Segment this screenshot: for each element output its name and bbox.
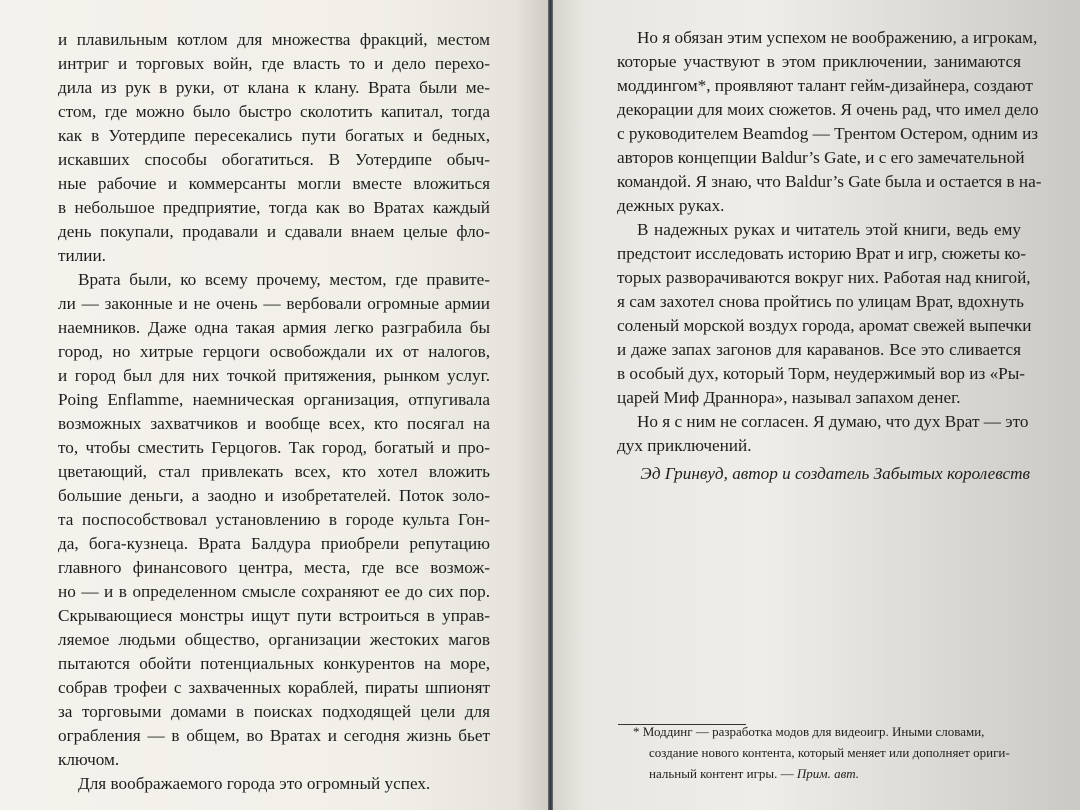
left-text-line: как в Уотердипе пересекались пути богатых и бедных, bbox=[58, 126, 490, 145]
right-text-line: Но я обязан этим успехом не воображению, а игрокам, bbox=[637, 28, 1038, 47]
footnote-line: создание нового контента, который меняет или дополняет ориги- bbox=[649, 745, 1010, 760]
right-page bbox=[553, 0, 1080, 810]
right-text-line: командой. Я знаю, что Baldur’s Gate была и остается в на- bbox=[617, 172, 1042, 191]
right-text-line: в особый дух, который Торм, неудержимый вор из «Ры- bbox=[617, 364, 1025, 383]
right-text-line: авторов концепции Baldur’s Gate, и с его замечательной bbox=[617, 148, 1025, 167]
right-text-line: дух приключений. bbox=[617, 436, 752, 455]
left-text-line: стом, где можно было быстро сколотить капитал, тогда bbox=[58, 102, 490, 121]
left-text-line: то, чтобы сместить Герцогов. Так город, богатый и про- bbox=[58, 438, 490, 457]
right-text-line: с руководителем Beamdog — Трентом Остером, одним из bbox=[617, 124, 1039, 143]
left-text-line: большие деньги, а заодно и изобретателей. Поток золо- bbox=[58, 486, 490, 505]
right-text-line: и даже запах загонов для караванов. Все это сливается bbox=[617, 340, 1021, 359]
right-text-line: моддингом*, проявляют талант гейм-дизайнера, создают bbox=[617, 76, 1033, 95]
left-text-line: интриг и торговых войн, где власть то и дело перехо- bbox=[58, 54, 490, 73]
footnote-author-note: Прим. авт. bbox=[796, 766, 860, 781]
right-text-line: декорации для моих сюжетов. Я очень рад, что имел дело bbox=[617, 100, 1039, 119]
left-text-line: город, но хитрые герцоги освобождали их от налогов, bbox=[58, 342, 490, 361]
left-text-line: главного финансового центра, места, где все возмож- bbox=[58, 558, 490, 577]
left-text-line: дила из рук в руки, от клана к клану. Врата были ме- bbox=[58, 78, 490, 97]
left-text-line: Для воображаемого города это огромный успех. bbox=[78, 774, 431, 793]
footnote-line: * Моддинг — разработка модов для видеоигр. Иными словами, bbox=[633, 724, 985, 739]
left-text-line: день покупали, продавали и сдавали внаем целые фло- bbox=[58, 222, 490, 241]
left-text-line: возможных захватчиков и вообще всех, кто посягал на bbox=[58, 414, 490, 433]
author-signature: Эд Гринвуд, автор и создатель Забытых королевств bbox=[640, 464, 1030, 483]
left-text-line: собрав трофеи с захваченных кораблей, пираты шпионят bbox=[58, 678, 490, 697]
left-text-line: но — и в определенном смысле сохраняют ее до сих пор. bbox=[58, 582, 490, 601]
right-text-line: царей Миф Драннора», называл запахом денег. bbox=[617, 388, 961, 407]
left-text-line: та поспособствовал установлению в городе культа Гон- bbox=[58, 510, 490, 529]
right-text-line: которые участвуют в этом приключении, занимаются bbox=[617, 52, 1021, 71]
right-text-line: соленый морской воздух города, аромат свежей выпечки bbox=[617, 316, 1032, 335]
left-text-line: Скрывающиеся монстры ищут пути встроиться в управ- bbox=[58, 606, 490, 625]
right-text-line: торых разворачиваются вокруг них. Работая над книгой, bbox=[617, 268, 1031, 287]
left-text-line: Врата были, ко всему прочему, местом, где правите- bbox=[78, 270, 490, 289]
right-text-line: предстоит исследовать историю Врат и игр, сюжеты ко- bbox=[617, 244, 1027, 263]
right-text-line: дежных руках. bbox=[617, 196, 725, 215]
footnote-text: нальный контент игры. — bbox=[649, 766, 797, 781]
left-text-line: ные рабочие и коммерсанты могли вместе вложиться bbox=[58, 174, 490, 193]
right-text-line: Но я с ним не согласен. Я думаю, что дух Врат — это bbox=[637, 412, 1029, 431]
left-text-line: Poing Enflamme, наемническая организация, отпугивала bbox=[58, 390, 490, 409]
left-text-line: пытаются обойти потенциальных конкурентов на море, bbox=[58, 654, 490, 673]
left-text-line: ключом. bbox=[58, 750, 120, 769]
left-text-line: наемников. Даже одна такая армия легко разграбила бы bbox=[58, 318, 490, 337]
left-text-line: за торговыми домами в поисках подходящей цели для bbox=[58, 702, 490, 721]
left-text-line: и плавильным котлом для множества фракций, местом bbox=[58, 30, 490, 49]
left-text-line: ли — законные и не очень — вербовали огромные армии bbox=[58, 294, 490, 313]
left-text-line: тилии. bbox=[58, 246, 106, 265]
right-text-line: В надежных руках и читатель этой книги, ведь ему bbox=[637, 220, 1021, 239]
left-text-line: ляемое людьми общество, организации жестоких магов bbox=[58, 630, 490, 649]
left-text-line: да, бога-кузнеца. Врата Балдура приобрели репутацию bbox=[58, 534, 490, 553]
footnote-line bbox=[649, 764, 859, 784]
left-text-line: ограбления — в общем, во Вратах и сегодня жизнь бьет bbox=[58, 726, 490, 745]
left-text-line: и город был для них точкой притяжения, рынком услуг. bbox=[58, 366, 490, 385]
left-text-line: цветающий, стал привлекать всех, кто хотел вложить bbox=[58, 462, 490, 481]
left-text-line: искавших способы обогатиться. В Уотердипе обыч- bbox=[58, 150, 490, 169]
right-text-line: я сам захотел снова пройтись по улицам Врат, вдохнуть bbox=[617, 292, 1024, 311]
left-text-line: в небольшое предприятие, тогда как во Вратах каждый bbox=[58, 198, 490, 217]
